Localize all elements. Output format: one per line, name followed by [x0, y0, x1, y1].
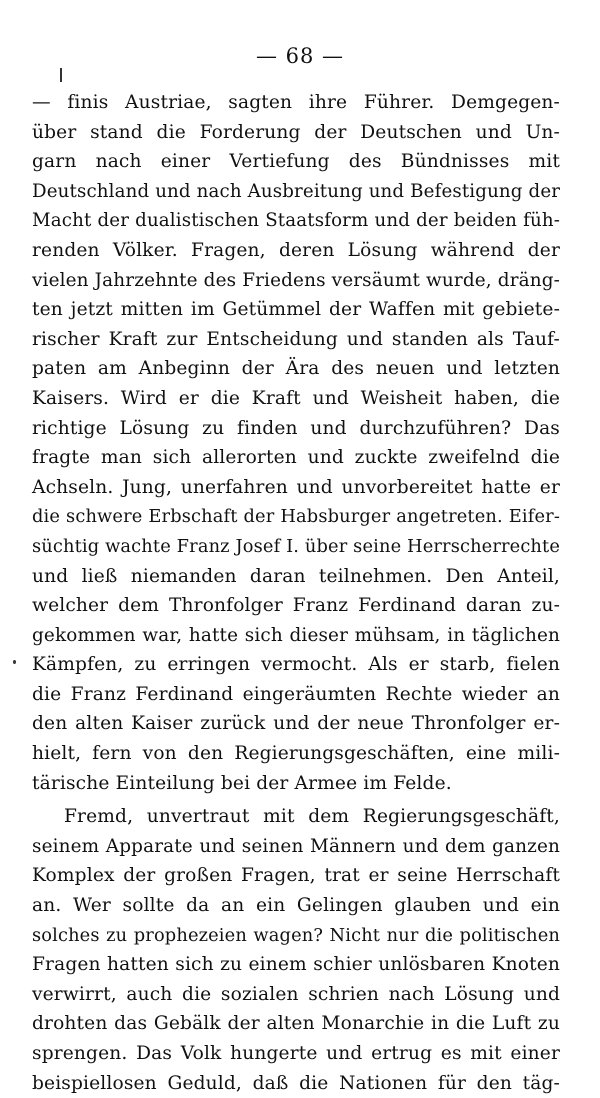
text-line: welcher dem Thronfolger Franz Ferdinand daran zu-	[32, 595, 560, 617]
text-line: seinem Apparate und seinen Männern und dem ganzen	[32, 835, 560, 857]
text-line: Komplex der großen Fragen, trat er seine Herrschaft	[32, 865, 560, 887]
text-line: drohten das Gebälk der alten Monarchie in die Luft zu	[32, 1013, 560, 1035]
margin-mark	[60, 68, 62, 82]
text-line: tärische Einteilung bei der Armee im Felde.	[32, 772, 452, 794]
text-line: Fragen hatten sich zu einem schier unlösbaren Knoten	[32, 954, 560, 976]
text-line: die schwere Erbschaft der Habsburger angetreten. Eifer-	[32, 506, 560, 528]
text-line: solches zu prophezeien wagen? Nicht nur die politischen	[32, 924, 560, 946]
text-line: garn nach einer Vertiefung des Bündnisses mit	[32, 151, 560, 173]
text-line: Achseln. Jung, unerfahren und unvorbereitet hatte er	[32, 476, 560, 498]
text-line: rischer Kraft zur Entscheidung und standen als Tauf-	[32, 328, 560, 350]
text-line: Fremd, unvertraut mit dem Regierungsgeschäft,	[64, 806, 560, 828]
paragraph	[32, 88, 560, 798]
text-line: ten jetzt mitten im Getümmel der Waffen mit gebiete-	[32, 299, 560, 321]
paragraph	[32, 802, 560, 1098]
text-line: Kämpfen, zu erringen vermocht. Als er starb, fielen	[32, 654, 560, 676]
body-text	[32, 88, 560, 1098]
text-line: Deutschland und nach Ausbreitung und Befestigung der	[32, 180, 561, 202]
text-line: verwirrt, auch die sozialen schrien nach Lösung und	[32, 983, 560, 1005]
text-line: Macht der dualistischen Staatsform und der beiden füh-	[32, 210, 560, 232]
text-line: über stand die Forderung der Deutschen und Un-	[32, 121, 560, 143]
text-line: sprengen. Das Volk hungerte und ertrug es mit einer	[32, 1043, 560, 1064]
text-line: renden Völker. Fragen, deren Lösung während der	[32, 239, 560, 261]
text-line: beispiellosen Geduld, daß die Nationen für den täg-	[32, 1072, 560, 1094]
text-line: an. Wer sollte da an ein Gelingen glauben und ein	[32, 895, 560, 917]
text-line: gekommen war, hatte sich dieser mühsam, in täglichen	[32, 624, 560, 646]
margin-speck	[13, 660, 16, 664]
text-line: — finis Austriae, sagten ihre Führer. Demgegen-	[32, 92, 560, 113]
text-line: Kaisers. Wird er die Kraft und Weisheit haben, die	[32, 387, 560, 409]
text-line: die Franz Ferdinand eingeräumten Rechte wieder an	[32, 683, 560, 705]
text-line: und ließ niemanden daran teilnehmen. Den Anteil,	[32, 565, 560, 587]
text-line: paten am Anbeginn der Ära des neuen und letzten	[32, 358, 560, 380]
text-line: richtige Lösung zu finden und durchzuführen? Das	[32, 417, 560, 439]
page-number: — 68 —	[255, 44, 345, 68]
text-line: süchtig wachte Franz Josef I. über seine Herrscherrechte	[32, 535, 560, 557]
text-line: fragte man sich allerorten und zuckte zweifelnd die	[32, 447, 560, 469]
text-line: den alten Kaiser zurück und der neue Thronfolger er-	[32, 713, 560, 735]
text-line: hielt, fern von den Regierungsgeschäften, eine mili-	[32, 743, 560, 765]
text-line: vielen Jahrzehnte des Friedens versäumt wurde, dräng-	[32, 269, 561, 291]
